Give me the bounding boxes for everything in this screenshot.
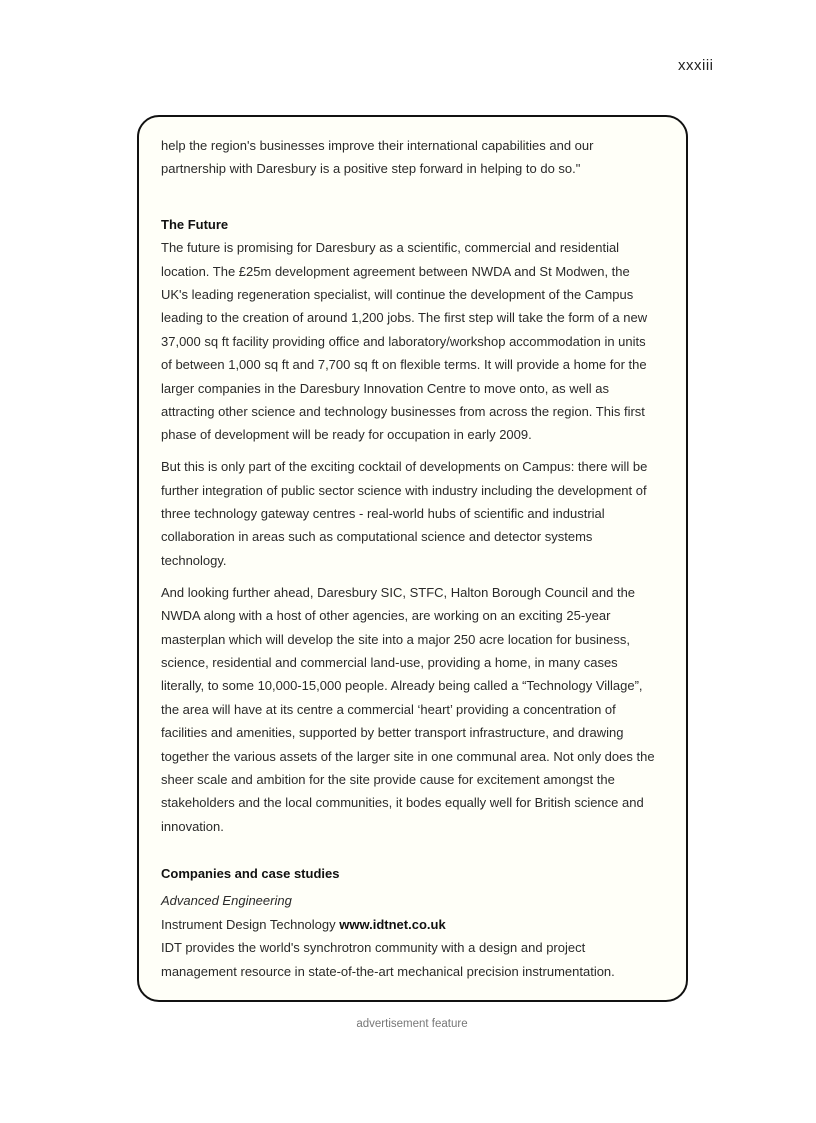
text-line: partnership with Daresbury is a positive step forward in helping to do so."	[161, 161, 581, 177]
text-line: The future is promising for Daresbury as a scientific, commercial and residential	[161, 240, 620, 256]
text-line: innovation.	[161, 818, 224, 834]
company-name: Instrument Design Technology	[161, 916, 336, 932]
text-line: management resource in state-of-the-art mechanical precision instrumentation.	[161, 963, 615, 979]
text-line: And looking further ahead, Daresbury SIC, STFC, Halton Borough Council and the	[161, 584, 636, 600]
company-category: Advanced Engineering	[161, 893, 292, 909]
text-line: together the various assets of the larger site in one communal area. Not only does the	[161, 748, 655, 764]
text-line: phase of development will be ready for occupation in early 2009.	[161, 427, 532, 443]
text-line: further integration of public sector science with industry including the development of	[161, 482, 647, 498]
text-line: collaboration in areas such as computational science and detector systems	[161, 529, 593, 545]
text-line: technology.	[161, 552, 227, 568]
text-line: leading to the creation of around 1,200 jobs. The first step will take the form of a new	[161, 310, 648, 326]
section-heading-future: The Future	[161, 216, 229, 232]
text-line: help the region's businesses improve their international capabilities and our	[161, 138, 594, 153]
text-line: literally, to some 10,000-15,000 people. Already being called a “Technology Village”,	[161, 678, 643, 694]
text-line: stakeholders and the local communities, it bodes equally well for British science and	[161, 795, 644, 811]
page-number: xxxiii	[678, 57, 714, 74]
company-url-link[interactable]: www.idtnet.co.uk	[339, 916, 446, 932]
intro-paragraph	[161, 134, 681, 181]
text-line: larger companies in the Daresbury Innovation Centre to move onto, as well as	[161, 380, 610, 396]
text-line: But this is only part of the exciting cocktail of developments on Campus: there will be	[161, 459, 648, 475]
text-line: NWDA along with a host of other agencies, are working on an exciting 25-year	[161, 608, 611, 624]
footer-label: advertisement feature	[356, 1018, 468, 1030]
future-paragraph	[161, 236, 681, 447]
text-line: three technology gateway centres - real-world hubs of scientific and industrial	[161, 506, 605, 522]
text-line: science, residential and commercial land-use, providing a home, in many cases	[161, 654, 618, 670]
text-line: location. The £25m development agreement between NWDA and St Modwen, the	[161, 263, 630, 279]
company-line	[161, 913, 681, 936]
text-line: of between 1,000 sq ft and 7,700 sq ft on flexible terms. It will provide a home for the	[161, 357, 647, 373]
future-paragraph	[161, 455, 681, 572]
text-line: facilities and amenities, supported by better transport infrastructure, and drawing	[161, 725, 624, 741]
text-line: the area will have at its centre a commercial ‘heart’ providing a concentration of	[161, 701, 616, 717]
text-line: 37,000 sq ft facility providing office and laboratory/workshop accommodation in units	[161, 333, 646, 349]
text-line: UK's leading regeneration specialist, will continue the development of the Campus	[161, 286, 634, 302]
future-paragraph	[161, 581, 681, 838]
feature-content	[161, 134, 681, 983]
text-line: masterplan which will develop the site into a major 250 acre location for business,	[161, 631, 630, 647]
text-line: IDT provides the world's synchrotron community with a design and project	[161, 940, 586, 956]
text-line: attracting other science and technology businesses from across the region. This first	[161, 403, 645, 419]
future-section	[161, 236, 681, 838]
text-line: sheer scale and ambition for the site provide cause for excitement amongst the	[161, 771, 615, 787]
section-heading-companies: Companies and case studies	[161, 865, 340, 881]
